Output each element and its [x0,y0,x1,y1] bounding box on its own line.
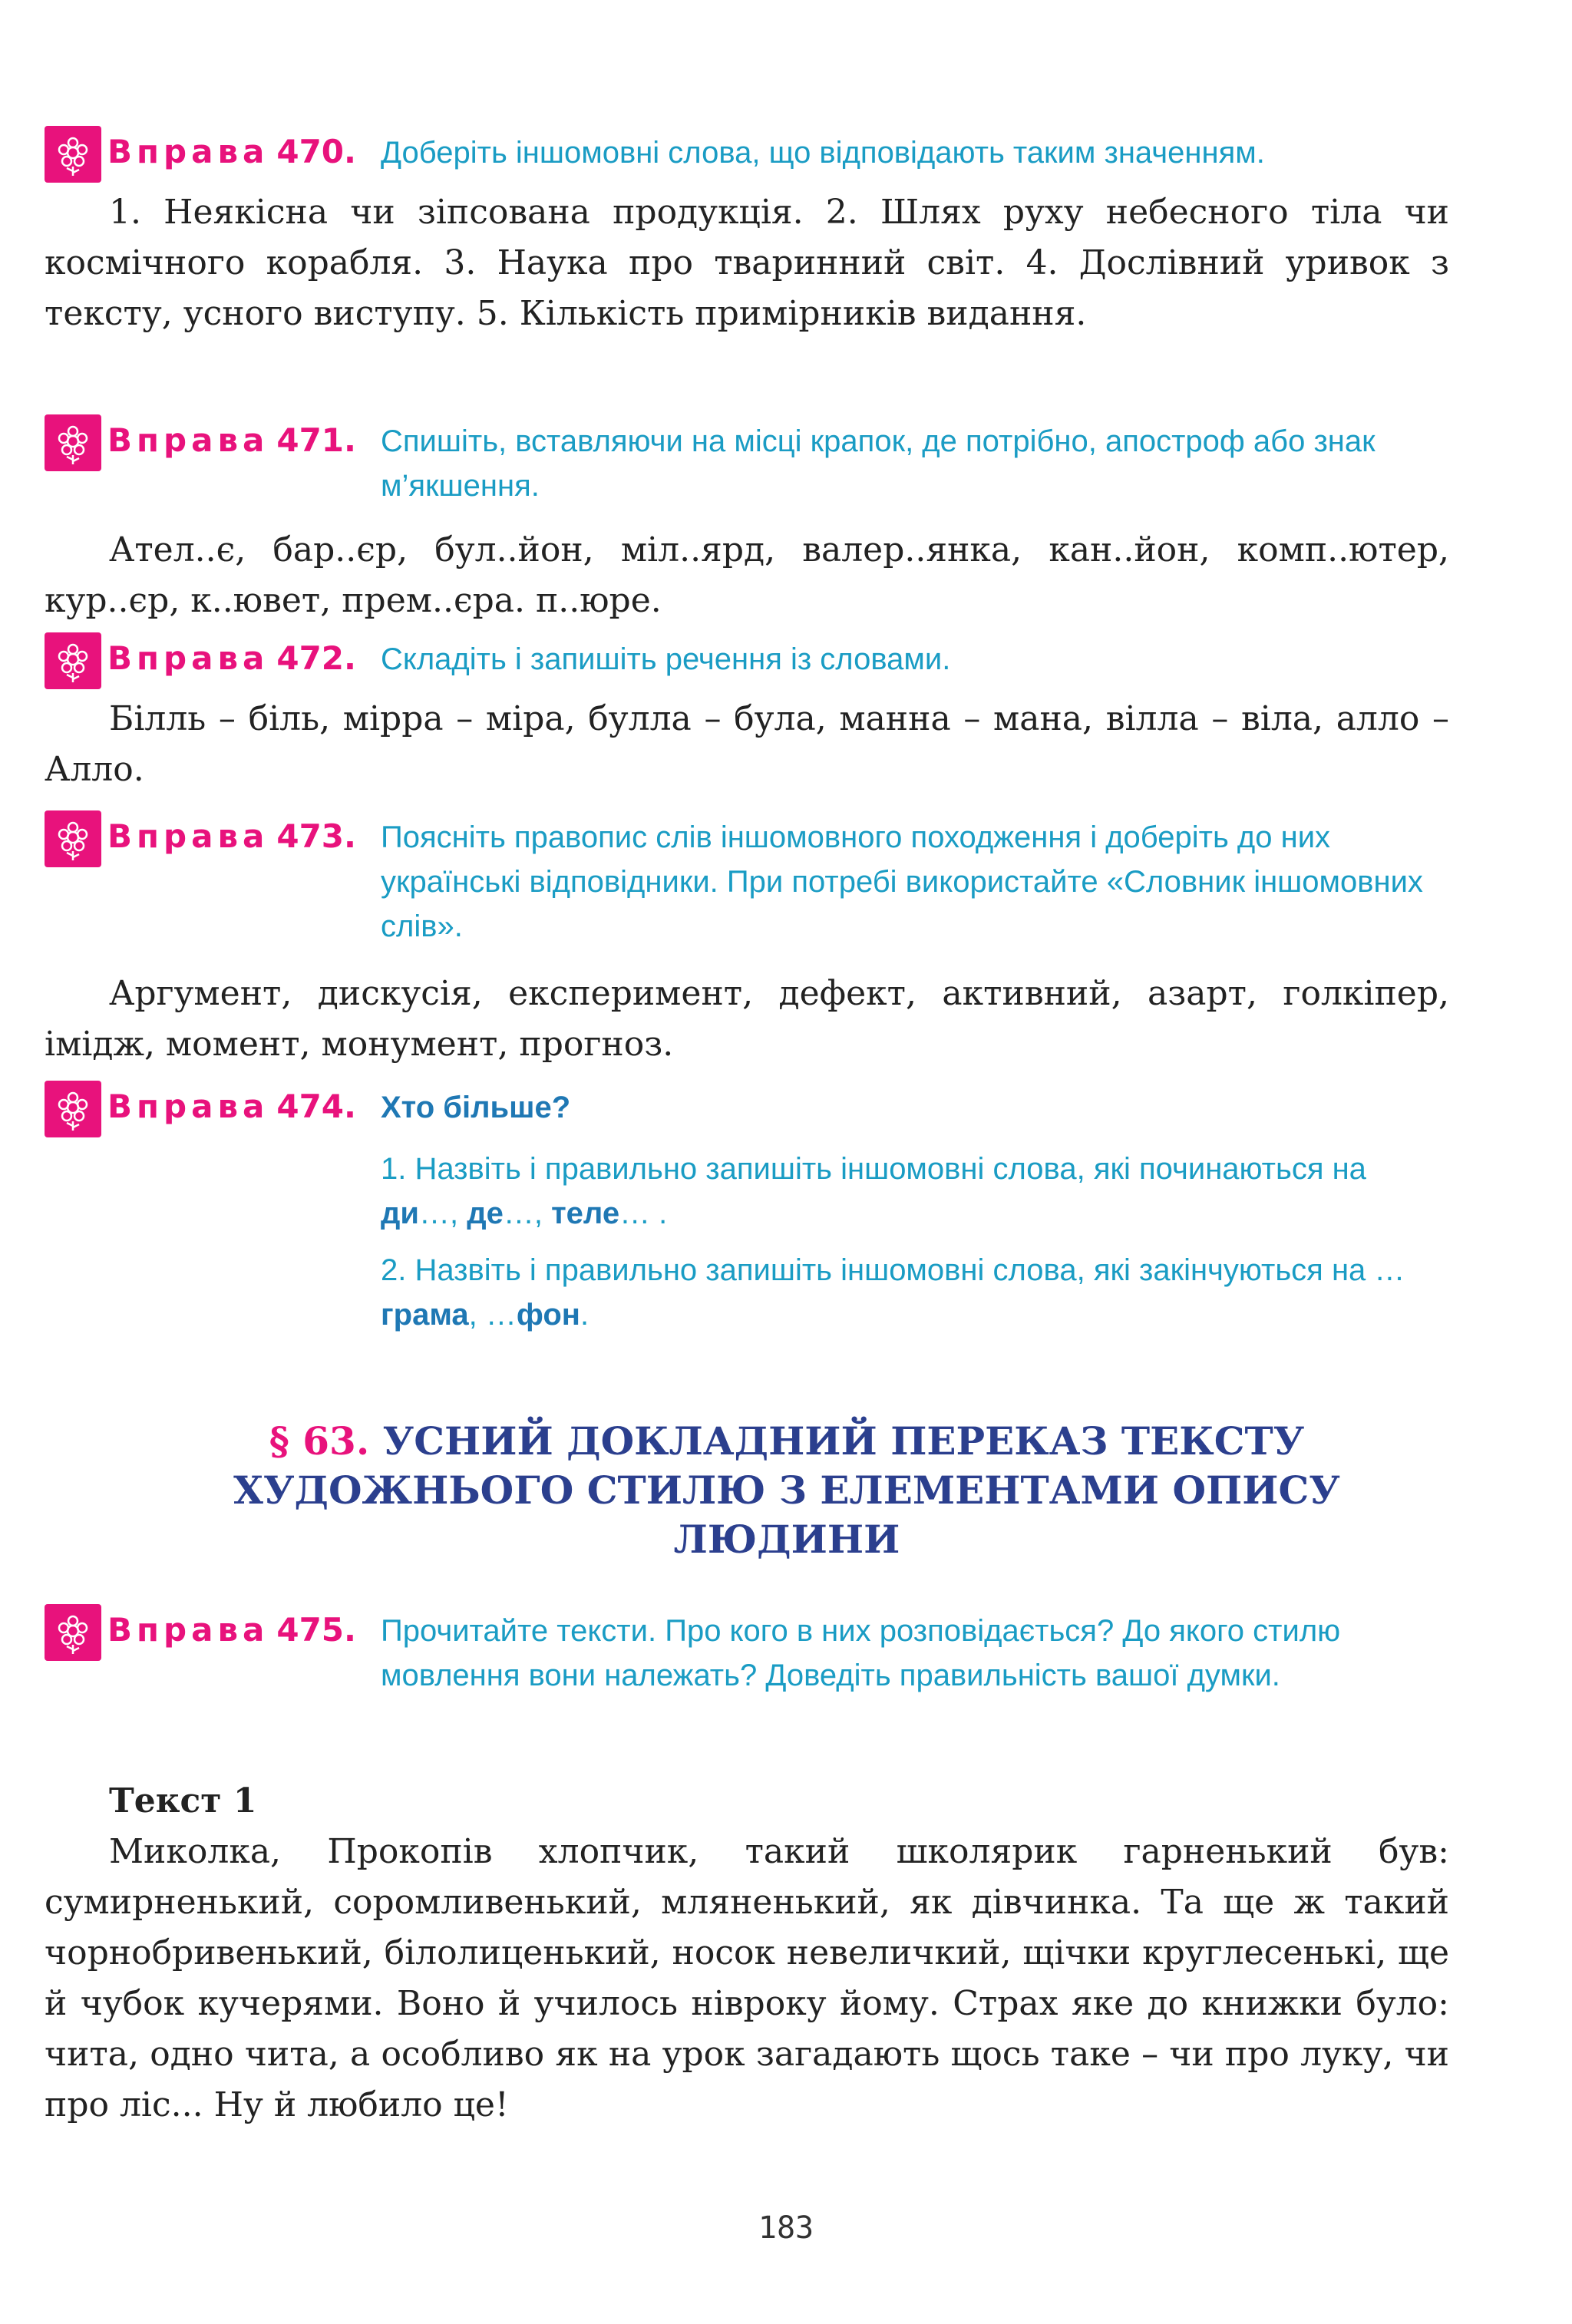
exercise-label: Вправа [107,1611,269,1649]
exercise-task: Поясніть правопис слів іншомовного походження і доберіть до них українські відповідники. При потребі використайте «Словник іншомовних слів». [381,820,1423,943]
exercise-number: 471. [276,421,356,459]
flower-badge-icon [45,810,101,867]
exercise-header [45,814,1449,943]
text-body: Миколка, Прокопів хлопчик, такий школярик гарненький був: сумирненький, соромливенький, мляненький, як дівчинка. Та ще ж такий чорнобривенький, білолиценький, носок невеличкий, щічки круглесенькі, ще й чубок кучерями. Воно й училось нівроку йому. Страх яке до книжки було: чита, одно чита, а особливо як на урок загадають щось таке – чи про луку, чи про ліс... Ну й любило це! [45,1832,1449,2124]
exercise-header [45,1084,1449,1137]
exercise-label: Вправа [107,817,269,855]
exercise-471 [45,418,1449,626]
section-marker: § 63. [269,1418,370,1464]
exercise-label: Вправа [107,421,269,459]
exercise-task: Прочитайте тексти. Про кого в них розповідається? До якого стилю мовлення вони належать? Доведіть правильність вашої думки. [381,1614,1341,1692]
exercise-number: 475. [276,1611,356,1649]
page-number: 183 [758,2210,814,2246]
flower-badge-icon [45,1081,101,1137]
exercise-number: 474. [276,1088,356,1125]
exercise-number: 473. [276,817,356,855]
exercise-label: Вправа [107,1088,269,1125]
section-heading [123,1417,1451,1564]
exercise-header [45,418,1449,503]
exercise-label: Вправа [107,133,269,170]
exercise-474 [45,1084,1449,1337]
flower-badge-icon [45,1604,101,1661]
exercise-label: Вправа [107,639,269,677]
exercise-header [45,635,1449,689]
exercise-473 [45,814,1449,1070]
exercise-task: Складіть і запишіть речення із словами. [381,642,951,676]
exercise-body: Білль – біль, мірра – міра, булла – була, манна – мана, вілла – віла, алло – Алло. [45,699,1449,789]
exercise-subtasks [381,1147,1449,1337]
section-title: УСНИЙ ДОКЛАДНИЙ ПЕРЕКАЗ ТЕКСТУ ХУДОЖНЬОГО СТИЛЮ З ЕЛЕМЕНТАМИ ОПИСУ ЛЮДИНИ [233,1418,1340,1562]
flower-badge-icon [45,632,101,689]
exercise-body: 1. Неякісна чи зіпсована продукція. 2. Шлях руху небесного тіла чи космічного корабля. 3. Наука про тваринний світ. 4. Дослівний уривок з тексту, усного виступу. 5. Кількість примірників видання. [45,193,1449,333]
subtask-2: 2. Назвіть і правильно запишіть іншомовні слова, які закінчуються на …грама, …фон. [381,1253,1405,1332]
exercise-task: Спишіть, вставляючи на місці крапок, де потрібно, апостроф або знак м’якшення. [381,424,1376,503]
exercise-475 [45,1607,1449,2131]
flower-badge-icon [45,126,101,183]
text-title: Текст 1 [109,1781,257,1821]
exercise-number: 470. [276,133,356,170]
exercise-number: 472. [276,639,356,677]
exercise-task: Доберіть іншомовні слова, що відповідають таким значенням. [381,136,1265,170]
exercise-task: Хто більше? [381,1091,571,1124]
exercise-header [45,1607,1449,1692]
flower-badge-icon [45,414,101,471]
exercise-472 [45,635,1449,795]
exercise-body: Ател..є, бар..єр, бул..йон, міл..ярд, валер..янка, кан..йон, комп..ютер, кур..єр, к..ювет, прем..єра. п..юре. [45,530,1449,620]
exercise-470 [45,129,1449,339]
subtask-1: 1. Назвіть і правильно запишіть іншомовні слова, які починаються на ди…, де…, теле… . [381,1152,1366,1230]
exercise-body: Аргумент, дискусія, експеримент, дефект, активний, азарт, голкіпер, імідж, момент, монумент, прогноз. [45,974,1449,1064]
exercise-header [45,129,1449,183]
